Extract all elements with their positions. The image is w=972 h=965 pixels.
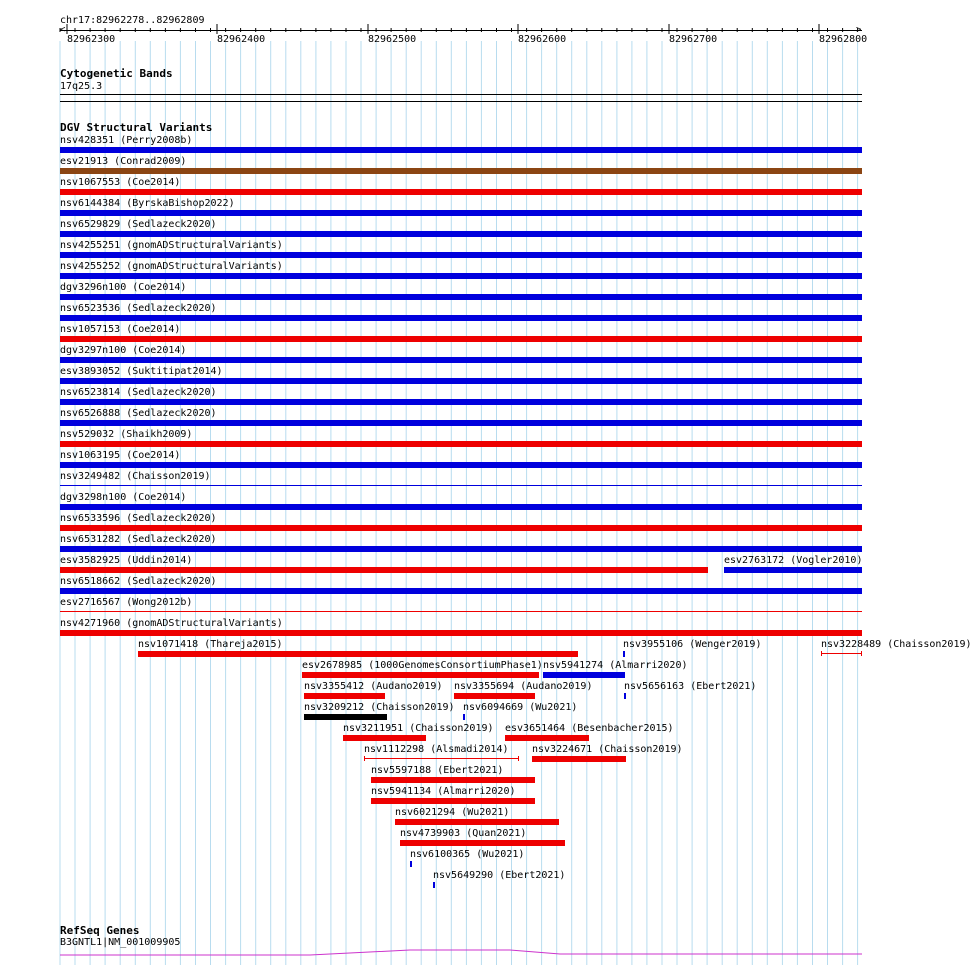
- dgv-feature-bar[interactable]: [60, 252, 862, 258]
- dgv-feature-label[interactable]: nsv1071418 (Thareja2015): [138, 639, 283, 650]
- dgv-feature-bar[interactable]: [624, 693, 626, 699]
- dgv-feature-label[interactable]: nsv6523814 (Sedlazeck2020): [60, 387, 217, 398]
- cyto-track-title[interactable]: Cytogenetic Bands: [60, 67, 173, 80]
- dgv-feature-bar[interactable]: [60, 315, 862, 321]
- ruler-tick-label: 82962600: [518, 34, 567, 45]
- dgv-feature-label[interactable]: nsv6526888 (Sedlazeck2020): [60, 408, 217, 419]
- dgv-feature-label[interactable]: nsv3224671 (Chaisson2019): [532, 744, 683, 755]
- dgv-feature-label[interactable]: nsv3249482 (Chaisson2019): [60, 471, 211, 482]
- dgv-feature-bar[interactable]: [60, 441, 862, 447]
- dgv-feature-bar[interactable]: [60, 485, 862, 486]
- dgv-feature-label[interactable]: nsv5649290 (Ebert2021): [433, 870, 566, 881]
- ruler-tick-label: 82962400: [217, 34, 266, 45]
- dgv-feature-bar[interactable]: [410, 861, 412, 867]
- dgv-feature-bar[interactable]: [433, 882, 435, 888]
- dgv-feature-label[interactable]: esv21913 (Conrad2009): [60, 156, 187, 167]
- dgv-feature-bar[interactable]: [60, 210, 862, 216]
- dgv-feature-bar[interactable]: [505, 735, 589, 741]
- dgv-feature-label[interactable]: esv2763172 (Vogler2010): [724, 555, 863, 566]
- dgv-feature-label[interactable]: nsv6100365 (Wu2021): [410, 849, 525, 860]
- ruler-tick-label: 82962500: [368, 34, 417, 45]
- ruler-right-arrow: >: [856, 25, 862, 35]
- dgv-feature-bar[interactable]: [60, 420, 862, 426]
- dgv-feature-label[interactable]: nsv3355694 (Audano2019): [454, 681, 593, 692]
- dgv-feature-label[interactable]: nsv4271960 (gnomADStructuralVariants): [60, 618, 283, 629]
- dgv-feature-label[interactable]: nsv5941134 (Almarri2020): [371, 786, 516, 797]
- dgv-feature-label[interactable]: nsv1112298 (Alsmadi2014): [364, 744, 509, 755]
- ruler-axis: [60, 30, 862, 31]
- dgv-feature-label[interactable]: nsv3228489 (Chaisson2019): [821, 639, 972, 650]
- cyto-band-outline-bottom: [60, 101, 862, 102]
- dgv-feature-label[interactable]: nsv529032 (Shaikh2009): [60, 429, 193, 440]
- dgv-feature-label[interactable]: esv3582925 (Uddin2014): [60, 555, 193, 566]
- dgv-feature-bar[interactable]: [60, 567, 708, 573]
- dgv-feature-label[interactable]: nsv1067553 (Coe2014): [60, 177, 181, 188]
- dgv-feature-label[interactable]: nsv6144384 (ByrskaBishop2022): [60, 198, 235, 209]
- locus-label: chr17:82962278..82962809: [60, 15, 205, 26]
- dgv-feature-bar[interactable]: [302, 672, 539, 678]
- dgv-feature-bar[interactable]: [454, 693, 535, 699]
- refseq-track-title[interactable]: RefSeq Genes: [60, 924, 140, 937]
- dgv-feature-label[interactable]: esv2678985 (1000GenomesConsortiumPhase1): [302, 660, 543, 671]
- dgv-feature-bar[interactable]: [60, 630, 862, 636]
- dgv-feature-bar[interactable]: [724, 567, 862, 573]
- ruler-tick-label: 82962700: [669, 34, 718, 45]
- dgv-feature-label[interactable]: nsv5941274 (Almarri2020): [543, 660, 688, 671]
- dgv-feature-bar[interactable]: [343, 735, 426, 741]
- ruler-tick-label: 82962300: [67, 34, 116, 45]
- dgv-feature-bar[interactable]: [60, 273, 862, 279]
- dgv-feature-label[interactable]: esv3893052 (Suktitipat2014): [60, 366, 223, 377]
- dgv-feature-label[interactable]: nsv3211951 (Chaisson2019): [343, 723, 494, 734]
- dgv-feature-label[interactable]: nsv4255251 (gnomADStructuralVariants): [60, 240, 283, 251]
- cyto-band-label[interactable]: 17q25.3: [60, 81, 103, 92]
- dgv-feature-bar[interactable]: [60, 504, 862, 510]
- dgv-feature-label[interactable]: esv2716567 (Wong2012b): [60, 597, 193, 608]
- dgv-feature-bar[interactable]: [60, 462, 862, 468]
- dgv-feature-bar[interactable]: [395, 819, 559, 825]
- dgv-feature-bar[interactable]: [60, 378, 862, 384]
- dgv-feature-bar[interactable]: [60, 525, 862, 531]
- dgv-feature-bar[interactable]: [304, 714, 387, 720]
- ruler-left-arrow: <: [60, 25, 66, 35]
- dgv-feature-bar[interactable]: [60, 189, 862, 195]
- dgv-feature-bar[interactable]: [60, 168, 862, 174]
- dgv-feature-bar[interactable]: [60, 147, 862, 153]
- dgv-feature-bar[interactable]: [463, 714, 465, 720]
- dgv-feature-bar[interactable]: [60, 357, 862, 363]
- dgv-feature-label[interactable]: nsv3355412 (Audano2019): [304, 681, 443, 692]
- dgv-feature-bar[interactable]: [60, 336, 862, 342]
- dgv-feature-bar[interactable]: [138, 651, 578, 657]
- dgv-feature-label[interactable]: nsv4739903 (Quan2021): [400, 828, 527, 839]
- dgv-track-title[interactable]: DGV Structural Variants: [60, 121, 213, 134]
- dgv-feature-bar[interactable]: [60, 231, 862, 237]
- dgv-feature-label[interactable]: nsv3955106 (Wenger2019): [623, 639, 762, 650]
- dgv-feature-bar[interactable]: [304, 693, 385, 699]
- dgv-feature-label[interactable]: nsv6531282 (Sedlazeck2020): [60, 534, 217, 545]
- refseq-gene-label[interactable]: B3GNTL1|NM_001009905: [60, 937, 181, 948]
- dgv-feature-bar[interactable]: [60, 399, 862, 405]
- dgv-feature-label[interactable]: nsv428351 (Perry2008b): [60, 135, 193, 146]
- dgv-feature-bar[interactable]: [60, 294, 862, 300]
- dgv-feature-bar[interactable]: [532, 756, 626, 762]
- dgv-feature-label[interactable]: dgv3297n100 (Coe2014): [60, 345, 187, 356]
- dgv-feature-bar[interactable]: [543, 672, 625, 678]
- dgv-feature-label[interactable]: nsv3209212 (Chaisson2019): [304, 702, 455, 713]
- dgv-feature-label[interactable]: dgv3296n100 (Coe2014): [60, 282, 187, 293]
- dgv-feature-bar[interactable]: [371, 777, 535, 783]
- dgv-feature-label[interactable]: nsv6529829 (Sedlazeck2020): [60, 219, 217, 230]
- dgv-feature-bar[interactable]: [400, 840, 565, 846]
- dgv-feature-bar[interactable]: [60, 546, 862, 552]
- dgv-feature-label[interactable]: nsv6094669 (Wu2021): [463, 702, 578, 713]
- dgv-feature-label[interactable]: nsv5597188 (Ebert2021): [371, 765, 504, 776]
- cyto-band-outline-top: [60, 94, 862, 95]
- dgv-feature-label[interactable]: nsv6021294 (Wu2021): [395, 807, 510, 818]
- dgv-feature-bar[interactable]: [821, 653, 862, 654]
- dgv-feature-label[interactable]: nsv6533596 (Sedlazeck2020): [60, 513, 217, 524]
- ruler-tick-label: 82962800: [819, 34, 868, 45]
- dgv-feature-bar[interactable]: [60, 588, 862, 594]
- dgv-feature-bar[interactable]: [60, 611, 862, 612]
- dgv-feature-label[interactable]: dgv3298n100 (Coe2014): [60, 492, 187, 503]
- dgv-feature-label[interactable]: nsv4255252 (gnomADStructuralVariants): [60, 261, 283, 272]
- dgv-feature-label[interactable]: nsv1063195 (Coe2014): [60, 450, 181, 461]
- dgv-feature-label[interactable]: nsv1057153 (Coe2014): [60, 324, 181, 335]
- refseq-gene-model[interactable]: [0, 945, 890, 965]
- dgv-feature-bar[interactable]: [623, 651, 625, 657]
- dgv-feature-bar[interactable]: [371, 798, 535, 804]
- dgv-feature-label[interactable]: esv3651464 (Besenbacher2015): [505, 723, 674, 734]
- dgv-feature-label[interactable]: nsv5656163 (Ebert2021): [624, 681, 757, 692]
- dgv-feature-label[interactable]: nsv6523536 (Sedlazeck2020): [60, 303, 217, 314]
- dgv-feature-label[interactable]: nsv6518662 (Sedlazeck2020): [60, 576, 217, 587]
- dgv-feature-bar[interactable]: [364, 758, 519, 759]
